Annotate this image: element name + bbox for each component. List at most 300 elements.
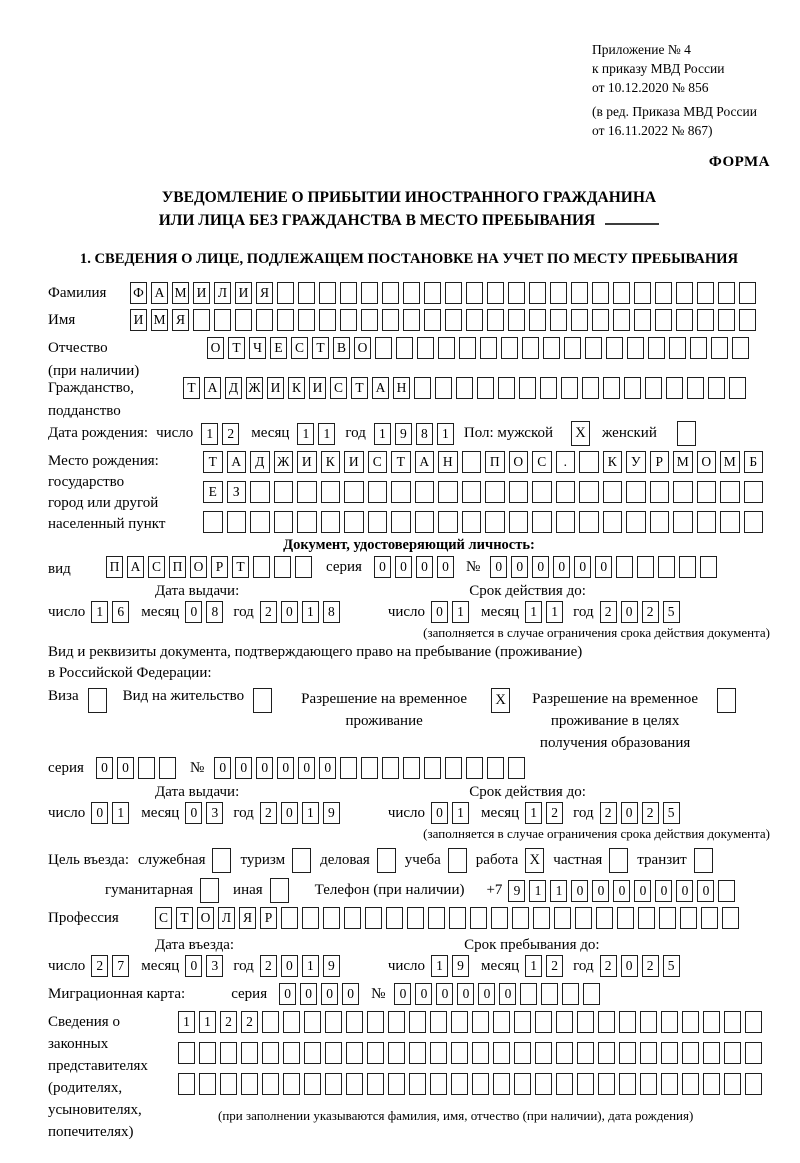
char-cell: [522, 337, 539, 359]
char-cell: Д: [225, 377, 242, 399]
char-cell: [368, 511, 388, 533]
representatives-row2-cells: [178, 1042, 762, 1064]
char-cell: Ж: [246, 377, 263, 399]
stay-until-label: Срок пребывания до:: [464, 937, 600, 953]
char-cell: [550, 282, 567, 304]
stay-expires-year: [600, 802, 680, 824]
char-cell: 1: [452, 601, 469, 623]
char-cell: [430, 1073, 447, 1095]
char-cell: [321, 511, 341, 533]
representatives-note: (при заполнении указываются фамилия, имя, отчество (при наличии), дата рождения): [218, 1108, 694, 1123]
char-cell: 0: [499, 983, 516, 1005]
entry-dates-row: число 2 7 месяц 0 3 год 2 0 1 9 число 1 9 месяц 1 2 год 2 0 2 5: [48, 955, 770, 977]
char-cell: [346, 1042, 363, 1064]
char-cell: [451, 1073, 468, 1095]
id-doc-number-cells: [490, 556, 717, 578]
char-cell: Ж: [274, 451, 294, 473]
char-cell: О: [509, 451, 529, 473]
char-cell: 1: [91, 601, 108, 623]
birthdate-row: [48, 421, 770, 446]
stay-doc-options-row: [48, 688, 770, 754]
char-cell: Е: [203, 481, 223, 503]
char-cell: [661, 1011, 678, 1033]
char-cell: [703, 1011, 720, 1033]
char-cell: [220, 1073, 237, 1095]
char-cell: В: [333, 337, 350, 359]
char-cell: [415, 511, 435, 533]
char-cell: [682, 1042, 699, 1064]
char-cell: 0: [395, 556, 412, 578]
humanitarian-checkbox: [200, 878, 219, 903]
char-cell: А: [204, 377, 221, 399]
char-cell: К: [603, 451, 623, 473]
char-cell: [340, 309, 357, 331]
char-cell: Ч: [249, 337, 266, 359]
char-cell: С: [330, 377, 347, 399]
char-cell: .: [556, 451, 576, 473]
char-cell: [283, 1042, 300, 1064]
char-cell: [556, 1042, 573, 1064]
char-cell: 1: [525, 955, 542, 977]
birth-month-cells: [297, 423, 335, 445]
form-title-line1: УВЕДОМЛЕНИЕ О ПРИБЫТИИ ИНОСТРАННОГО ГРАЖДАНИНА: [161, 189, 657, 206]
entry-day: [91, 955, 129, 977]
char-cell: [508, 282, 525, 304]
char-cell: [346, 1073, 363, 1095]
char-cell: [720, 511, 740, 533]
char-cell: [227, 511, 247, 533]
char-cell: [178, 1073, 195, 1095]
char-cell: [711, 337, 728, 359]
char-cell: [724, 1011, 741, 1033]
char-cell: [648, 337, 665, 359]
stay-doc-line2: в Российской Федерации:: [48, 665, 212, 681]
char-cell: И: [267, 377, 284, 399]
phone-prefix: +7: [486, 882, 503, 898]
char-cell: [673, 481, 693, 503]
char-cell: [640, 1073, 657, 1095]
char-cell: [535, 1073, 552, 1095]
char-cell: [274, 481, 294, 503]
char-cell: [634, 309, 651, 331]
char-cell: О: [697, 451, 717, 473]
char-cell: 0: [621, 601, 638, 623]
char-cell: [603, 511, 623, 533]
char-cell: [577, 1042, 594, 1064]
char-cell: 2: [642, 601, 659, 623]
char-cell: [514, 1042, 531, 1064]
char-cell: 2: [546, 802, 563, 824]
char-cell: [262, 1042, 279, 1064]
purpose-tourism: туризм: [240, 848, 311, 873]
migration-card-row: [48, 983, 770, 1005]
char-cell: [295, 556, 312, 578]
stay-doc-dates-row: число 0 1 месяц 0 3 год 2 0 1 9 число 0 1 месяц 1 2 год 2 0 2 5: [48, 802, 770, 824]
profession-label: Профессия: [48, 910, 119, 926]
char-cell: 0: [613, 880, 630, 902]
char-cell: [613, 282, 630, 304]
char-cell: 3: [206, 802, 223, 824]
id-expires-day: [431, 601, 469, 623]
char-cell: [535, 1011, 552, 1033]
char-cell: [690, 337, 707, 359]
char-cell: [541, 983, 558, 1005]
char-cell: 1: [452, 802, 469, 824]
phone-cells: [508, 880, 735, 902]
char-cell: [561, 377, 578, 399]
id-doc-dates-row: число 1 6 месяц 0 8 год 2 0 1 8 число 0 1 месяц 1 1 год 2 0 2 5: [48, 601, 770, 623]
char-cell: [556, 481, 576, 503]
stay-doc-series-cells: [96, 757, 176, 779]
char-cell: [661, 1073, 678, 1095]
char-cell: [321, 481, 341, 503]
char-cell: [676, 309, 693, 331]
char-cell: П: [106, 556, 123, 578]
char-cell: 1: [302, 955, 319, 977]
char-cell: П: [485, 451, 505, 473]
char-cell: [430, 1042, 447, 1064]
char-cell: [512, 907, 529, 929]
private-checkbox: [609, 848, 628, 873]
char-cell: И: [193, 282, 210, 304]
char-cell: [532, 511, 552, 533]
char-cell: С: [291, 337, 308, 359]
char-cell: 3: [206, 955, 223, 977]
char-cell: [178, 1042, 195, 1064]
birthplace-label: Место рождения: государство город или другой населенный пункт: [48, 453, 166, 532]
char-cell: [477, 377, 494, 399]
stay-issued-year: [260, 802, 340, 824]
char-cell: [304, 1073, 321, 1095]
char-cell: [277, 282, 294, 304]
char-cell: 0: [621, 955, 638, 977]
char-cell: [487, 309, 504, 331]
char-cell: [619, 1011, 636, 1033]
char-cell: [703, 1073, 720, 1095]
char-cell: [554, 907, 571, 929]
char-cell: 9: [452, 955, 469, 977]
char-cell: [722, 907, 739, 929]
phone-label: Телефон (при наличии): [314, 882, 465, 898]
char-cell: [637, 556, 654, 578]
char-cell: [582, 377, 599, 399]
char-cell: [598, 1011, 615, 1033]
char-cell: [732, 337, 749, 359]
char-cell: Р: [211, 556, 228, 578]
char-cell: 2: [222, 423, 239, 445]
char-cell: 1: [431, 955, 448, 977]
char-cell: 1: [302, 802, 319, 824]
representatives-row1-cells: [178, 1011, 762, 1033]
name-cells: [130, 309, 756, 331]
char-cell: [256, 309, 273, 331]
char-cell: [673, 511, 693, 533]
char-cell: [701, 907, 718, 929]
char-cell: 9: [395, 423, 412, 445]
char-cell: 8: [416, 423, 433, 445]
char-cell: [472, 1042, 489, 1064]
char-cell: [365, 907, 382, 929]
char-cell: [579, 481, 599, 503]
char-cell: И: [309, 377, 326, 399]
char-cell: 1: [302, 601, 319, 623]
char-cell: И: [130, 309, 147, 331]
char-cell: [414, 377, 431, 399]
char-cell: [277, 309, 294, 331]
char-cell: [451, 1042, 468, 1064]
char-cell: [562, 983, 579, 1005]
char-cell: [409, 1073, 426, 1095]
char-cell: [640, 1011, 657, 1033]
char-cell: [466, 309, 483, 331]
purpose-row1: [48, 848, 770, 873]
char-cell: М: [172, 282, 189, 304]
char-cell: [462, 481, 482, 503]
profession-row: [48, 907, 770, 929]
char-cell: 0: [416, 556, 433, 578]
char-cell: [583, 983, 600, 1005]
char-cell: [491, 907, 508, 929]
char-cell: Т: [176, 907, 193, 929]
char-cell: [682, 1011, 699, 1033]
char-cell: И: [344, 451, 364, 473]
char-cell: [250, 481, 270, 503]
id-doc-note-row: [48, 625, 770, 641]
char-cell: [304, 1011, 321, 1033]
char-cell: 8: [323, 601, 340, 623]
char-cell: Т: [391, 451, 411, 473]
char-cell: [382, 282, 399, 304]
birthplace-row1-cells: [203, 451, 763, 473]
header-line: Приложение № 4: [592, 42, 691, 57]
char-cell: [592, 282, 609, 304]
migration-number-cells: [394, 983, 600, 1005]
char-cell: Т: [312, 337, 329, 359]
id-doc-type-row: [48, 556, 770, 578]
char-cell: 0: [676, 880, 693, 902]
char-cell: [472, 1073, 489, 1095]
char-cell: [556, 511, 576, 533]
char-cell: М: [720, 451, 740, 473]
char-cell: [193, 309, 210, 331]
char-cell: Т: [228, 337, 245, 359]
id-doc-header: Документ, удостоверяющий личность:: [283, 537, 535, 553]
char-cell: [616, 556, 633, 578]
char-cell: [540, 377, 557, 399]
char-cell: [493, 1011, 510, 1033]
char-cell: [403, 309, 420, 331]
char-cell: [596, 907, 613, 929]
representatives-label: Сведения о законных представителях (родителях, усыновителях, попечителях): [48, 1014, 148, 1140]
char-cell: 2: [642, 955, 659, 977]
citizenship-label: Гражданство, подданство: [48, 380, 135, 419]
char-cell: [509, 481, 529, 503]
char-cell: [739, 309, 756, 331]
char-cell: [262, 1011, 279, 1033]
stay-doc-issued-label: Дата выдачи:: [155, 784, 240, 800]
char-cell: Б: [744, 451, 764, 473]
char-cell: 0: [235, 757, 252, 779]
char-cell: [451, 1011, 468, 1033]
birth-month-group: месяц 1 1: [251, 423, 335, 445]
purpose-business: деловая: [320, 848, 396, 873]
purpose-transit: транзит: [637, 848, 712, 873]
residence-permit-checkbox: [253, 688, 272, 713]
char-cell: [529, 309, 546, 331]
char-cell: [325, 1011, 342, 1033]
char-cell: Т: [203, 451, 223, 473]
char-cell: [533, 907, 550, 929]
char-cell: [627, 337, 644, 359]
char-cell: [382, 309, 399, 331]
until-day: [431, 955, 469, 977]
char-cell: 0: [655, 880, 672, 902]
char-cell: [697, 511, 717, 533]
char-cell: [340, 757, 357, 779]
char-cell: [220, 1042, 237, 1064]
char-cell: [466, 757, 483, 779]
char-cell: [744, 481, 764, 503]
patronymic-cells: [207, 337, 749, 359]
char-cell: 0: [281, 955, 298, 977]
char-cell: 2: [220, 1011, 237, 1033]
char-cell: [571, 282, 588, 304]
char-cell: [550, 309, 567, 331]
char-cell: [718, 282, 735, 304]
char-cell: [617, 907, 634, 929]
char-cell: [498, 377, 515, 399]
char-cell: [361, 309, 378, 331]
char-cell: [367, 1042, 384, 1064]
stay-doc-expires-label: Срок действия до:: [469, 784, 586, 800]
char-cell: [409, 1011, 426, 1033]
char-cell: [438, 337, 455, 359]
char-cell: 0: [571, 880, 588, 902]
char-cell: 0: [342, 983, 359, 1005]
char-cell: Ф: [130, 282, 147, 304]
char-cell: [603, 481, 623, 503]
purpose-label: Цель въезда:: [48, 852, 129, 868]
char-cell: Н: [438, 451, 458, 473]
char-cell: 0: [185, 955, 202, 977]
char-cell: 2: [546, 955, 563, 977]
char-cell: [718, 309, 735, 331]
char-cell: [438, 481, 458, 503]
char-cell: П: [169, 556, 186, 578]
option-visa: Виза: [48, 688, 107, 713]
char-cell: Л: [214, 282, 231, 304]
char-cell: 0: [279, 983, 296, 1005]
transit-checkbox: [694, 848, 713, 873]
birthplace-row: [48, 451, 770, 533]
char-cell: С: [368, 451, 388, 473]
char-cell: [459, 337, 476, 359]
char-cell: А: [127, 556, 144, 578]
char-cell: 0: [592, 880, 609, 902]
char-cell: О: [207, 337, 224, 359]
char-cell: 1: [318, 423, 335, 445]
char-cell: 0: [621, 802, 638, 824]
char-cell: [680, 907, 697, 929]
char-cell: [391, 511, 411, 533]
char-cell: [367, 1073, 384, 1095]
char-cell: [403, 282, 420, 304]
char-cell: [739, 282, 756, 304]
representatives-cells: [178, 1011, 762, 1095]
char-cell: Е: [270, 337, 287, 359]
citizenship-cells: [183, 377, 746, 399]
char-cell: А: [372, 377, 389, 399]
char-cell: [679, 556, 696, 578]
char-cell: С: [155, 907, 172, 929]
char-cell: [666, 377, 683, 399]
char-cell: [304, 1042, 321, 1064]
char-cell: [493, 1042, 510, 1064]
char-cell: 5: [663, 955, 680, 977]
char-cell: [367, 1011, 384, 1033]
id-issued-day: [91, 601, 129, 623]
char-cell: [655, 282, 672, 304]
char-cell: 0: [91, 802, 108, 824]
char-cell: [361, 282, 378, 304]
char-cell: [462, 451, 482, 473]
char-cell: 2: [260, 601, 277, 623]
purpose-official: служебная: [138, 848, 232, 873]
char-cell: 0: [321, 983, 338, 1005]
char-cell: Я: [172, 309, 189, 331]
char-cell: А: [415, 451, 435, 473]
char-cell: О: [354, 337, 371, 359]
char-cell: 0: [374, 556, 391, 578]
char-cell: [564, 337, 581, 359]
study-checkbox: [448, 848, 467, 873]
char-cell: [428, 907, 445, 929]
char-cell: К: [321, 451, 341, 473]
char-cell: [687, 377, 704, 399]
char-cell: [159, 757, 176, 779]
citizenship-row: [48, 377, 770, 419]
char-cell: У: [626, 451, 646, 473]
section1-title: 1. СВЕДЕНИЯ О ЛИЦЕ, ПОДЛЕЖАЩЕМ ПОСТАНОВКЕ НА УЧЕТ ПО МЕСТУ ПРЕБЫВАНИЯ: [79, 251, 739, 267]
char-cell: [638, 907, 655, 929]
char-cell: 0: [415, 983, 432, 1005]
char-cell: [438, 511, 458, 533]
char-cell: 1: [297, 423, 314, 445]
char-cell: 1: [199, 1011, 216, 1033]
char-cell: [485, 511, 505, 533]
official-checkbox: [212, 848, 231, 873]
char-cell: 1: [178, 1011, 195, 1033]
char-cell: [556, 1073, 573, 1095]
char-cell: [650, 481, 670, 503]
stay-issued-month: [185, 802, 223, 824]
id-doc-type-cells: [106, 556, 312, 578]
char-cell: 1: [525, 601, 542, 623]
char-cell: [645, 377, 662, 399]
char-cell: [577, 1011, 594, 1033]
char-cell: 1: [525, 802, 542, 824]
char-cell: [585, 337, 602, 359]
char-cell: [325, 1073, 342, 1095]
char-cell: [250, 511, 270, 533]
char-cell: [241, 1042, 258, 1064]
patronymic-row: [48, 337, 770, 379]
purpose-private: частная: [553, 848, 628, 873]
char-cell: [241, 1073, 258, 1095]
char-cell: [640, 1042, 657, 1064]
char-cell: И: [235, 282, 252, 304]
char-cell: [445, 309, 462, 331]
